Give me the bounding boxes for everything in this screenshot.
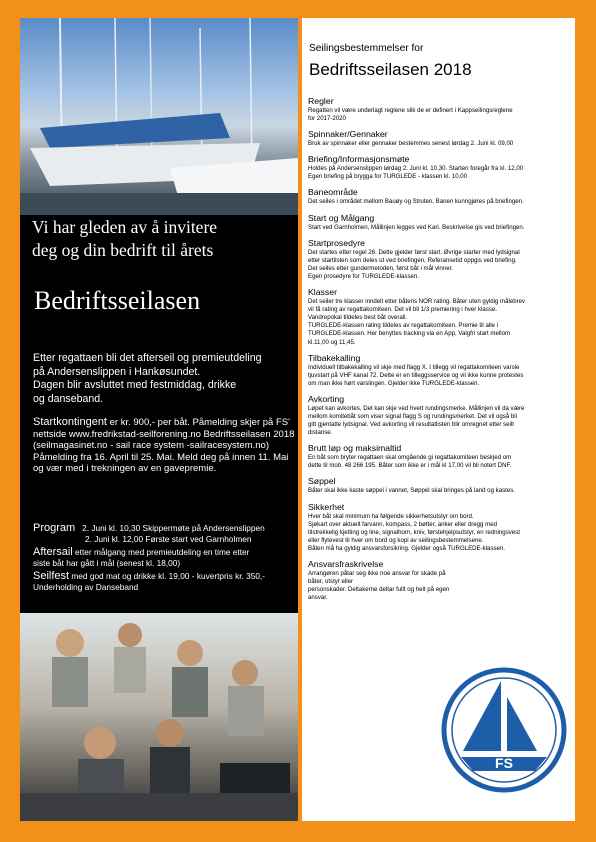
section-heading: Klasser — [308, 287, 337, 298]
section-line: tjuvstart på VHF kanal 72. Dette er en tilleggsservice og vil ikke kunne protestes — [308, 371, 524, 379]
section-body — [308, 224, 570, 232]
section-ansvarsfraskrivelse — [308, 559, 570, 602]
instructions-intro: Seilingsbestemmelser for — [309, 43, 424, 54]
section-line: Arrangøren påtar seg ikke noe ansvar for skade på båter, utstyr eller — [308, 570, 446, 586]
section-start-malgang — [308, 213, 570, 232]
marina-photo-drawing — [20, 18, 298, 215]
section-line: distanse. — [308, 429, 333, 437]
intro-text — [33, 352, 295, 406]
section-line: En båt som bryter regattaen skal omgående gi regattakomiteen beskjed om — [308, 454, 512, 462]
section-line: Start ved Garnholmen, Mållinjen legges ved Kari. Beskrivelse gis ved briefingen. — [308, 223, 525, 231]
section-line: mellom komitebåt som viser signal flagg S og rundingsmerket. Det vil også bli — [308, 412, 517, 420]
section-line: Egen briefing på brygga for TURGLEDE - klassen kl. 10,00 — [308, 173, 468, 181]
section-line: Individuell tilbakekalling vil skje med flagg X. I tillegg vil regattakomiteen varsle — [308, 363, 520, 371]
section-heading: Spinnaker/Gennaker — [308, 129, 388, 140]
section-line: tilstrekkelig kjetting og line, signalhorn, kniv, førstehjelpsutstyr, en redningsvest — [308, 528, 520, 536]
fs-club-logo-icon — [441, 667, 567, 793]
seilfest-text: med god mat og drikke kl. 19,00 - kuvertpris kr. 350,- — [69, 571, 266, 581]
section-line: personskader. Deltakerne deltar fullt og helt på egen ansvar. — [308, 586, 450, 602]
section-tilbakekalling — [308, 353, 570, 388]
entry-fee-text — [33, 417, 295, 475]
aftersail-line: siste båt har gått i mål (senest kl. 18,00) — [33, 558, 181, 568]
section-body — [308, 140, 570, 148]
program-label: Program — [33, 522, 76, 534]
fee-label: Startkontingent — [33, 416, 107, 428]
section-line: Egen prosedyre for TURGLEDE-klassen. — [308, 272, 419, 280]
intro-line: Etter regattaen bli det afterseil og premieutdeling — [33, 352, 262, 364]
invite-line: deg og din bedrift til årets — [32, 240, 214, 260]
section-heading: Sikkerhet — [308, 501, 345, 512]
seilfest-line — [33, 571, 297, 582]
section-body — [308, 570, 458, 602]
section-body — [308, 298, 570, 347]
section-line: Regatten vil være underlagt reglene slik de er definert i Kappseilingsreglene — [308, 107, 513, 114]
section-line: Holdes på Andersenslippen lørdag 2. Juni kl. 10,30. Starten foregår fra kl. 12,00 — [308, 165, 524, 173]
section-line: Båter skal ikke kaste søppel i vannet, Søppel skal bringes på land og kastes. — [308, 487, 515, 495]
section-line: Det startes etter regel 26. Dette gjelder først start. Øvrige starter med lydsignal — [308, 248, 520, 256]
instructions-sections — [308, 96, 570, 608]
section-avkorting — [308, 394, 570, 437]
section-line: Det seiler tre klasser inndelt etter båtens NOR rating. Båter uten gyldig målebrev — [308, 298, 526, 306]
program-text — [33, 523, 297, 593]
section-body — [308, 513, 570, 553]
fee-line: nettside www.fredrikstad-seilforening.no Bedriftsseilasen 2018 — [33, 428, 295, 440]
section-heading: Regler — [308, 96, 334, 106]
intro-line: og danseband. — [33, 392, 104, 405]
section-line: vil få rating av regattakomiteen. Det vil bli 1/3 premiering i hver klasse. — [308, 306, 497, 314]
section-body — [308, 198, 570, 206]
section-line: Hver båt skal minimum ha følgende sikkerhetsutstyr om bord. — [308, 512, 474, 520]
section-line: Båten må ha gyldig ansvarsforsikring. Gjelder også TURGLEDE-klassen. — [308, 544, 506, 552]
section-heading: Start og Målgang — [308, 212, 375, 223]
section-heading: Brutt løp og maksimaltid — [308, 443, 402, 454]
logo-letters: FS — [495, 755, 513, 771]
section-line: om man ikke hørt varslingen. Gjelder ikke TURGLEDE-klassen. — [308, 379, 480, 387]
intro-line: på Andersenslippen i Hankøsundet. — [33, 365, 201, 378]
section-klasser — [308, 287, 570, 347]
aftersail-text: etter målgang med premieutdeling en time etter — [72, 547, 250, 557]
section-line: TURGLEDE-klassen rating tildeles av regattakomiteen. Premie til alle i — [308, 322, 498, 330]
section-line: dette til mob. 48 266 195. Båter som ikke er i mål kl 17,00 vil bli notert DNF. — [308, 462, 512, 470]
section-line: Vandrepokal tildeles best båt overall. — [308, 314, 408, 322]
section-heading: Avkorting — [308, 393, 345, 404]
section-line: kl.11,00 og 11,45. — [308, 338, 356, 346]
section-line: Det seiles i området mellom Bauøy og Struten, Banen kunngjøres på briefingen. — [308, 198, 524, 206]
seilfest-line: Underholding av Danseband — [33, 582, 139, 592]
crew-photo-drawing — [20, 613, 298, 821]
fee-line-text: er kr. 900,- per båt. Påmelding skjer på FS' — [107, 417, 290, 428]
section-soppel — [308, 476, 570, 495]
section-regler — [308, 96, 570, 123]
section-body — [308, 405, 570, 437]
program-line: 2. Juni kl. 12,00 Første start ved Garnholmen — [85, 534, 252, 544]
section-body — [308, 165, 570, 181]
section-body — [308, 454, 570, 470]
section-heading: Baneområde — [308, 187, 358, 198]
seilfest-label: Seilfest — [33, 570, 70, 582]
section-heading: Briefing/Informasjonsmøte — [308, 154, 410, 165]
section-body — [308, 487, 570, 495]
section-line: Bruk av spinnaker eller gennaker bestemmes senest lørdag 2. Juni kl. 09,00 — [308, 140, 514, 148]
program-line-text: 2. Juni kl. 10,30 Skippermøte på Andersenslippen — [82, 523, 265, 533]
section-baneomrade — [308, 187, 570, 206]
section-heading: Søppel — [308, 476, 336, 487]
fee-line: Påmelding fra 16. April til 25. Mai. Meld deg på innen 11. Mai — [33, 451, 289, 463]
program-line — [33, 523, 297, 534]
section-line: TURGLEDE-klassen. Her benyttes tracking via en App, Valgfri start mellom — [308, 330, 511, 338]
aftersail-label: Aftersail — [33, 546, 73, 558]
section-spinnaker — [308, 129, 570, 148]
section-body — [308, 107, 570, 123]
section-line: Sjøkart over aktuelt farvann, kompass, 2 bøtter, anker eller dregg med — [308, 520, 497, 528]
section-line: Det seiles etter gundermetoden, først båt i mål vinner. — [308, 264, 453, 272]
instructions-title: Bedriftsseilasen 2018 — [309, 60, 472, 79]
section-body — [308, 364, 570, 388]
section-body — [308, 249, 570, 281]
marina-photo — [20, 18, 298, 215]
event-title: Bedriftsseilasen — [34, 286, 201, 315]
section-line: for 2017-2020 — [308, 115, 346, 123]
section-briefing — [308, 154, 570, 181]
section-line: Løpet kan avkortes, Det kan skje ved hvert rundingsmerke. Mållinjen vil da være — [308, 404, 525, 412]
section-brutt-lop — [308, 443, 570, 470]
invite-line: Vi har gleden av å invitere — [32, 217, 218, 237]
section-heading: Ansvarsfraskrivelse — [308, 559, 384, 569]
section-line: etter startlisten som deles ut ved briefingen, Referansetid oppgis ved briefing. — [308, 256, 517, 264]
intro-line: Dagen blir avsluttet med festmiddag, drikke — [33, 379, 237, 391]
section-heading: Startprosedyre — [308, 237, 365, 248]
aftersail-line — [33, 547, 297, 558]
fee-line: og vær med i trekningen av en gavepremie. — [33, 463, 217, 475]
invitation-panel — [20, 18, 298, 821]
section-line: eller flytevest til hver om bord og kopi av seilingsbestemmelsene. — [308, 536, 484, 544]
fee-line — [33, 417, 295, 429]
section-heading: Tilbakekalling — [308, 352, 361, 363]
section-sikkerhet — [308, 502, 570, 553]
invite-text — [32, 216, 292, 262]
crew-photo — [20, 613, 298, 821]
section-startprosedyre — [308, 238, 570, 281]
fee-line: (seilmagasinet.no - sail race system -sailracesystem.no) — [33, 440, 269, 452]
section-line: gitt gjentatte lydsignal. Ved avkorting vil resultatlisten blir omregnet etter seilt — [308, 421, 514, 429]
